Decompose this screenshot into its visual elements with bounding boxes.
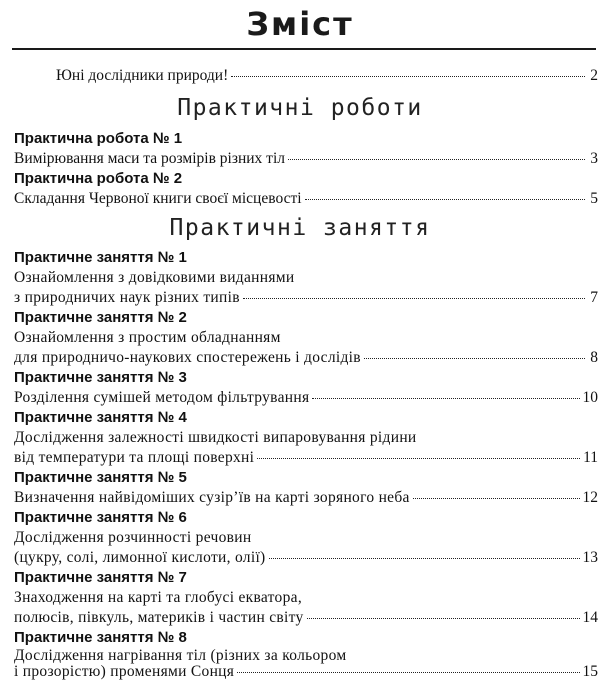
entry-text: Дослідження залежності швидкості випаровування рідини (14, 429, 417, 446)
entry-text: Визначення найвідоміших сузір’їв на карті зоряного неба (14, 489, 410, 506)
entry-text: Ознайомлення з довідковими виданнями (14, 269, 295, 286)
dot-leader (269, 558, 580, 559)
dot-leader (237, 672, 579, 673)
page-number: 10 (582, 389, 598, 406)
entry-text: і прозорістю) променями Сонця (14, 663, 235, 680)
toc-entry-lesson-7[interactable] (14, 608, 598, 628)
dot-leader (307, 618, 580, 619)
dot-leader (413, 498, 580, 499)
entry-heading: Практичне заняття № 3 (14, 369, 187, 386)
entry-heading: Практичне заняття № 2 (14, 309, 187, 326)
entry-text: (цукру, солі, лимонної кислоти, олії) (14, 549, 266, 566)
entry-heading: Практичне заняття № 6 (14, 509, 187, 526)
toc-entry-lesson-8[interactable] (14, 662, 598, 682)
toc-entry-lesson-4[interactable] (14, 448, 598, 468)
entry-text: від температури та площі поверхні (14, 449, 255, 466)
entry-heading: Практичне заняття № 4 (14, 409, 187, 426)
entry-heading: Практична робота № 2 (14, 170, 183, 187)
toc-entry-lesson-1[interactable] (14, 288, 598, 308)
toc-entry-work-2[interactable] (14, 189, 598, 209)
page-number: 2 (590, 67, 598, 84)
entry-text: Дослідження розчинності речовин (14, 529, 252, 546)
entry-heading: Практична робота № 1 (14, 130, 183, 147)
dot-leader (305, 199, 585, 200)
page-number: 13 (582, 549, 598, 566)
entry-heading: Практичне заняття № 8 (14, 629, 187, 646)
page-number: 11 (583, 449, 598, 466)
toc-entry-lesson-6[interactable] (14, 548, 598, 568)
entry-text: Вимірювання маси та розмірів різних тіл (14, 150, 285, 167)
entry-text: полюсів, півкуль, материків і частин світу (14, 609, 304, 626)
page-number: 3 (590, 150, 598, 167)
section-title-practical-lessons: Практичні заняття (169, 215, 431, 241)
entry-text: для природничо-наукових спостережень і дослідів (14, 349, 361, 366)
entry-heading: Практичне заняття № 1 (14, 249, 187, 266)
dot-leader (257, 458, 580, 459)
entry-text: Розділення сумішей методом фільтрування (14, 389, 310, 406)
page-number: 5 (590, 190, 598, 207)
dot-leader (312, 398, 579, 399)
page-title: Зміст (246, 5, 354, 43)
toc-entry-intro[interactable] (56, 66, 598, 86)
toc-entry-lesson-2[interactable] (14, 348, 598, 368)
entry-text: Складання Червоної книги своєї місцевості (14, 190, 302, 207)
page-number: 14 (582, 609, 598, 626)
dot-leader (243, 298, 585, 299)
page-number: 8 (590, 349, 598, 366)
entry-text: з природничих наук різних типів (14, 289, 240, 306)
toc-entry-lesson-3[interactable] (14, 388, 598, 408)
entry-text: Ознайомлення з простим обладнанням (14, 329, 281, 346)
entry-text: Знаходження на карті та глобусі екватора, (14, 589, 302, 606)
page-number: 12 (582, 489, 598, 506)
page-number: 7 (590, 289, 598, 306)
dot-leader (231, 76, 585, 77)
entry-heading: Практичне заняття № 7 (14, 569, 187, 586)
section-title-practical-works: Практичні роботи (177, 95, 423, 121)
toc-entry-work-1[interactable] (14, 149, 598, 169)
entry-text: Дослідження нагрівання тіл (різних за кольором (14, 647, 347, 664)
toc-entry-lesson-5[interactable] (14, 488, 598, 508)
dot-leader (364, 358, 585, 359)
entry-heading: Практичне заняття № 5 (14, 469, 187, 486)
dot-leader (288, 159, 585, 160)
title-divider (12, 48, 596, 50)
page-number: 15 (582, 663, 598, 680)
entry-text: Юні дослідники природи! (56, 67, 229, 84)
